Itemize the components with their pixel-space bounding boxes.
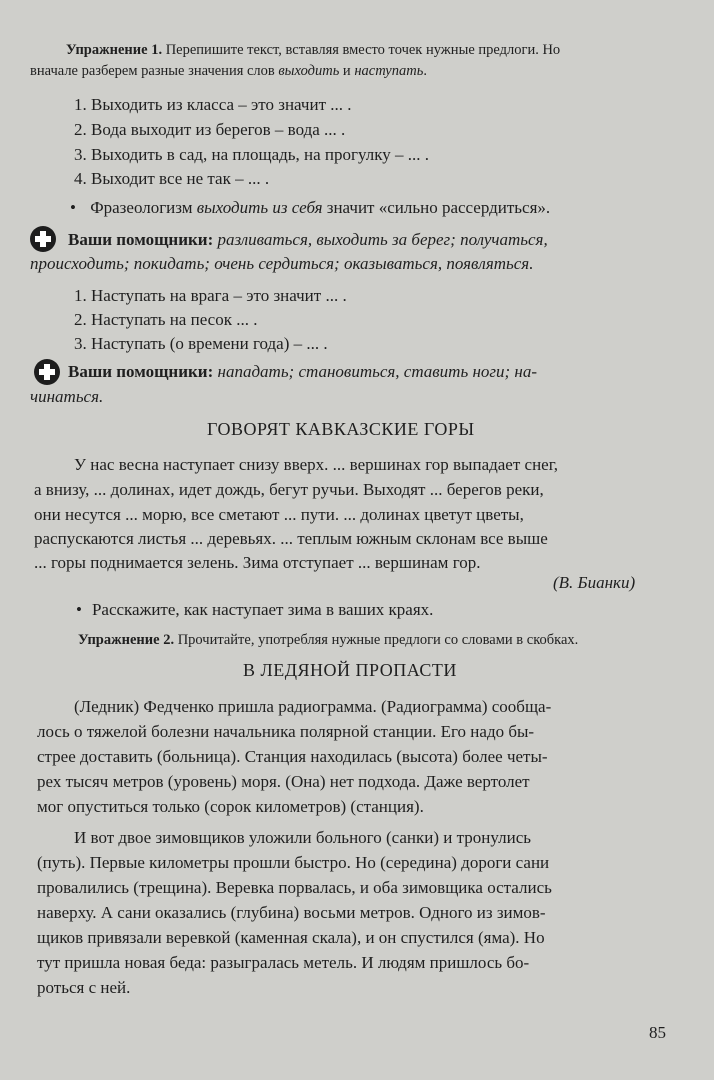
page-number: 85 bbox=[649, 1023, 666, 1042]
exercise-1-instruction bbox=[66, 40, 560, 60]
story-2-line: рех тысяч метров (уровень) моря. (Она) нет подхода. Даже вертолет bbox=[37, 772, 530, 791]
list-item: 4. Выходит все не так – ... . bbox=[74, 169, 270, 188]
exercise-2-label: Упражнение 2. bbox=[78, 632, 175, 648]
exercise-2-instruction bbox=[78, 630, 578, 650]
story-2-line: роться с ней. bbox=[37, 978, 131, 997]
story-2-line: стрее доставить (больница). Станция находилась (высота) более четы- bbox=[37, 747, 548, 766]
story-1-title: ГОВОРЯТ КАВКАЗСКИЕ ГОРЫ bbox=[207, 419, 475, 439]
list-item: 1. Наступать на врага – это значит ... . bbox=[74, 286, 347, 305]
word-vykhodit: выходить bbox=[278, 63, 340, 79]
exercise-1-text-cont: вначале разберем разные значения слов bbox=[30, 63, 279, 79]
story-1-line: они несутся ... морю, все сметают ... пути. ... долинах цветут цветы, bbox=[34, 505, 524, 524]
helpers-1-line-1 bbox=[68, 230, 548, 250]
story-1-line: У нас весна наступает снизу вверх. ... вершинах гор выпадает снег, bbox=[74, 455, 559, 474]
story-1-author: (В. Бианки) bbox=[553, 573, 636, 592]
helpers-1-line-2: происходить; покидать; очень сердиться; оказываться, появляться. bbox=[30, 254, 534, 273]
story-2-line: мог опуститься только (сорок километров) (станция). bbox=[37, 797, 424, 816]
story-2-line: щиков привязали веревкой (каменная скала), и он спустился (яма). Но bbox=[37, 928, 545, 947]
helpers-1-words: разливаться, выходить за берег; получаться, bbox=[213, 230, 548, 249]
idiom-note bbox=[70, 198, 550, 218]
story-2-line: тут пришла новая беда: разыгралась метель. И людям пришлось бо- bbox=[37, 953, 530, 972]
story-2-title: В ЛЕДЯНОЙ ПРОПАСТИ bbox=[243, 660, 457, 680]
helpers-2-line-2: чинаться. bbox=[30, 387, 104, 406]
story-2-line: И вот двое зимовщиков уложили больного (санки) и тронулись bbox=[74, 828, 531, 847]
task-note: • Расскажите, как наступает зима в ваших краях. bbox=[76, 600, 433, 620]
helpers-2-label: Ваши помощники: bbox=[68, 362, 214, 381]
list-item: 1. Выходить из класса – это значит ... . bbox=[74, 95, 352, 114]
exercise-1-label: Упражнение 1. bbox=[66, 42, 163, 58]
story-2-line: лось о тяжелой болезни начальника полярной станции. Его надо бы- bbox=[37, 722, 535, 741]
exercise-1-instruction-cont bbox=[30, 61, 427, 81]
story-2-line: наверху. А сани оказались (глубина) восьми метров. Одного из зимов- bbox=[37, 903, 546, 922]
story-2-line: (Ледник) Федченко пришла радиограмма. (Радиограмма) сообща- bbox=[74, 697, 552, 716]
plus-icon bbox=[34, 359, 60, 385]
idiom-text-a: Фразеологизм bbox=[90, 198, 197, 217]
exercise-1-text: Перепишите текст, вставляя вместо точек нужные предлоги. Но bbox=[165, 42, 561, 58]
helpers-2-line-1 bbox=[68, 362, 537, 382]
list-item: 2. Наступать на песок ... . bbox=[74, 310, 258, 329]
story-1-line: ... горы поднимается зелень. Зима отступает ... вершинам гор. bbox=[34, 553, 481, 572]
helpers-2-words: нападать; становиться, ставить ноги; на- bbox=[213, 362, 538, 381]
story-2-line: (путь). Первые километры прошли быстро. Но (середина) дороги сани bbox=[37, 853, 550, 872]
conjunction: и bbox=[339, 63, 355, 79]
word-nastupat: наступать bbox=[354, 63, 424, 79]
list-item: 2. Вода выходит из берегов – вода ... . bbox=[74, 120, 346, 139]
story-1-line: распускаются листья ... деревьях. ... теплым южным склонам все выше bbox=[34, 529, 548, 548]
period: . bbox=[423, 63, 427, 79]
plus-icon bbox=[30, 226, 56, 252]
helpers-1-label: Ваши помощники: bbox=[68, 230, 214, 249]
story-2-line: провалились (трещина). Веревка порвалась, и оба зимовщика остались bbox=[37, 878, 552, 897]
exercise-2-text: Прочитайте, употребляя нужные предлоги со словами в скобках. bbox=[174, 632, 579, 648]
idiom-phrase: выходить из себя bbox=[196, 198, 323, 217]
list-item: 3. Выходить в сад, на площадь, на прогулку – ... . bbox=[74, 145, 430, 164]
idiom-text-c: значит «сильно рассердиться». bbox=[322, 198, 551, 217]
story-1-line: а внизу, ... долинах, идет дождь, бегут ручьи. Выходят ... берегов реки, bbox=[34, 480, 544, 499]
list-item: 3. Наступать (о времени года) – ... . bbox=[74, 334, 328, 353]
